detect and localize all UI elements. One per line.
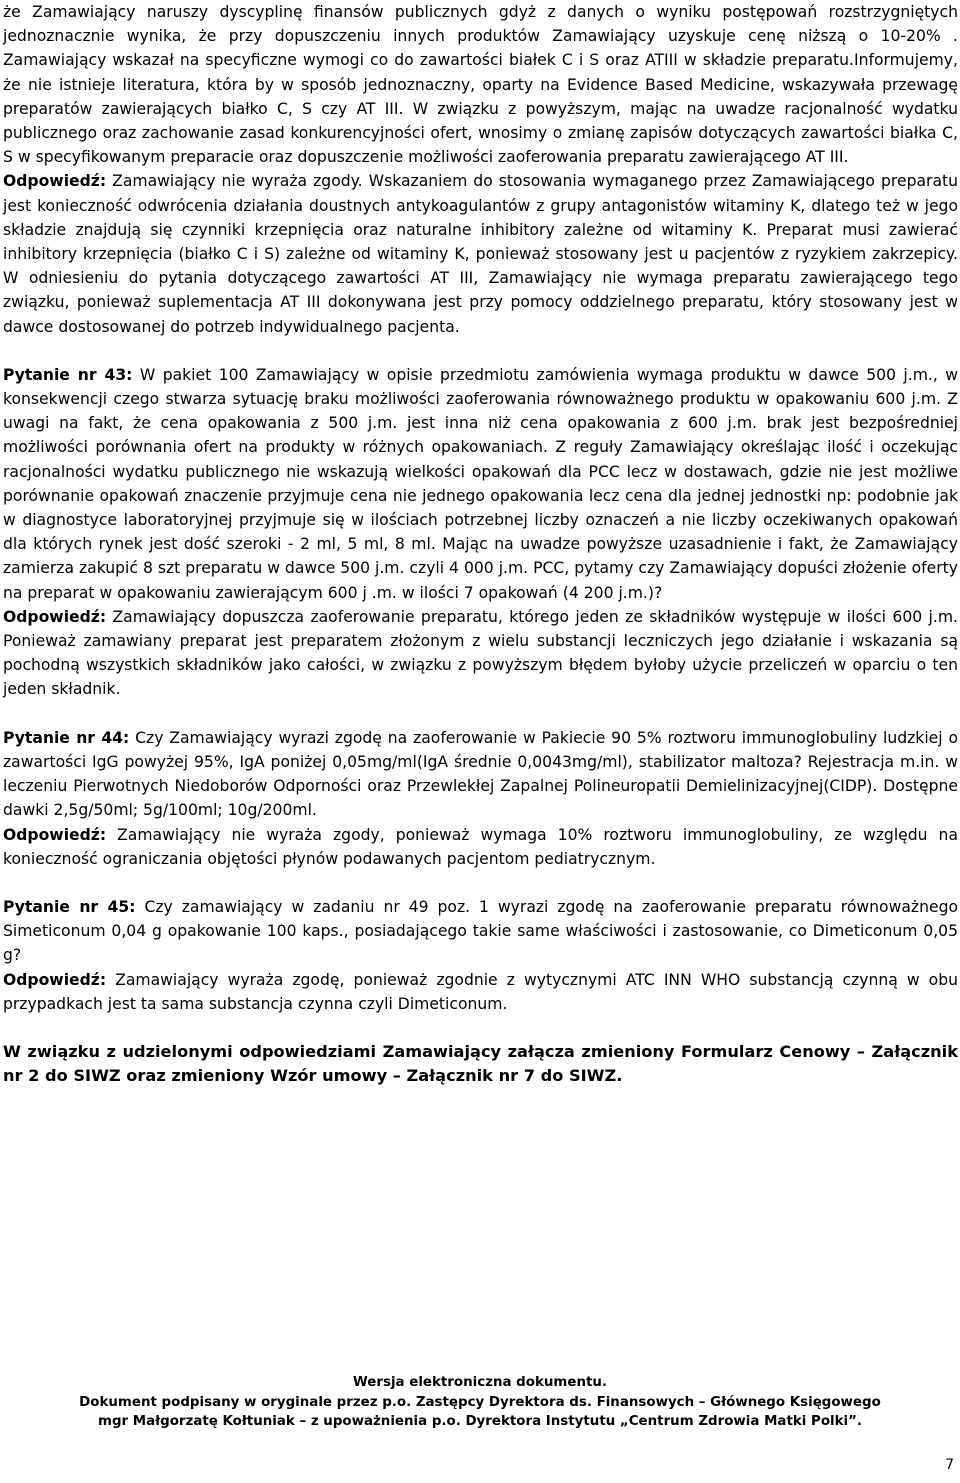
- answer-45-label: Odpowiedź:: [3, 970, 107, 989]
- question-44: [3, 726, 958, 871]
- intro-paragraph: [3, 0, 958, 339]
- question-45-label: Pytanie nr 45:: [3, 897, 136, 916]
- question-43-text: W pakiet 100 Zamawiający w opisie przedmiotu zamówienia wymaga produktu w dawce 500 j.m., w konsekwencji czego stwarza sytuację braku możliwości zaoferowania równoważnego produktu w opakowaniu 600 j.m. Z uwagi na fakt, że cena opakowania z 500 j.m. jest inna niż cena opakowania z 600 j.m. brak jest bezpośredniej możliwości porównania ofert na produkty w różnych opakowaniach. Z reguły Zamawiający określając ilość i oczekując racjonalności wydatku publicznego nie wskazują wielkości opakowań dla PCC lecz w dostawach, gdzie nie jest możliwe porównanie opakowań znaczenie przyjmuje cena nie jednego opakowania lecz cena dla jednej jednostki np: podobnie jak w diagnostyce laboratoryjnej przyjmuje się w ilościach potrzebnej liczby oznaczeń a nie liczby oczekiwanych opakowań dla których rynek jest dość szeroki - 2 ml, 5 ml, 8 ml. Mając na uwadze powyższe uzasadnienie i fakt, że Zamawiający zamierza zakupić 8 szt preparatu w dawce 500 j.m. czyli 4 000 j.m. PCC, pytamy czy Zamawiający dopuści złożenie oferty na preparat w opakowaniu zawierającym 600 j .m. w ilości 7 opakowań (4 200 j.m.)?: [3, 365, 958, 602]
- answer-43-label: Odpowiedź:: [3, 607, 107, 626]
- question-44-text: Czy Zamawiający wyrazi zgodę na zaoferowanie w Pakiecie 90 5% roztworu immunoglobuliny ludzkiej o zawartości IgG powyżej 95%, IgA poniżej 0,05mg/ml(IgA średnie 0,0043mg/ml), stabilizator maltoza? Rejestracja m.in. w leczeniu Pierwotnych Niedoborów Odporności oraz Przewlekłej Zapalnej Polineuropatii Demielinizacyjnej(CIDP). Dostępne dawki 2,5g/50ml; 5g/100ml; 10g/200ml.: [3, 728, 958, 820]
- document-body: [3, 0, 958, 1088]
- spacer: [3, 871, 958, 895]
- answer-43-text: Zamawiający dopuszcza zaoferowanie preparatu, którego jeden ze składników występuje w ilości 600 j.m. Ponieważ zamawiany preparat jest preparatem złożonym z wielu substancji leczniczych jego działanie i wskazania są pochodną wszystkich składników jako całości, w związku z powyższym błędem byłoby użycie przeliczeń w oparciu o ten jeden składnik.: [3, 607, 958, 699]
- spacer: [3, 1016, 958, 1040]
- spacer: [3, 702, 958, 726]
- question-45: [3, 895, 958, 1016]
- footer-line-signed-by: Dokument podpisany w oryginale przez p.o. Zastępcy Dyrektora ds. Finansowych – Głównego Księgowego: [79, 1394, 881, 1410]
- footer-line-electronic-version: Wersja elektroniczna dokumentu.: [353, 1375, 607, 1390]
- question-43: [3, 363, 958, 702]
- answer-44-label: Odpowiedź:: [3, 825, 107, 844]
- closing-statement: W związku z udzielonymi odpowiedziami Zamawiający załącza zmieniony Formularz Cenowy – Załącznik nr 2 do SIWZ oraz zmieniony Wzór umowy – Załącznik nr 7 do SIWZ.: [3, 1041, 958, 1085]
- footer-line-authorization: mgr Małgorzatę Kołtuniak – z upoważnienia p.o. Dyrektora Instytutu „Centrum Zdrowia Matki Polki”.: [98, 1414, 862, 1429]
- spacer: [3, 339, 958, 363]
- intro-answer-label: Odpowiedź:: [3, 172, 107, 191]
- intro-answer-text: Zamawiający nie wyraża zgody. Wskazaniem do stosowania wymaganego przez Zamawiającego preparatu jest konieczność odwrócenia działania doustnych antykoagulantów z grupy antagonistów witaminy K, dlatego też w jego składzie znajdują się czynniki krzepnięcia oraz naturalne inhibitory zależne od witaminy K. Preparat musi zawierać inhibitory krzepnięcia (białko C i S) zależne od witaminy K, ponieważ stosowany jest u pacjentów z ryzykiem zakrzepicy. W odniesieniu do pytania dotyczącego zawartości AT III, Zamawiający nie wymaga preparatu zawierającego tego związku, ponieważ suplementacja AT III dokonywana jest przy pomocy oddzielnego preparatu, który stosowany jest w dawce dostosowanej do potrzeb indywidualnego pacjenta.: [3, 172, 958, 336]
- answer-45-text: Zamawiający wyraża zgodę, ponieważ zgodnie z wytycznymi ATC INN WHO substancją czynną w obu przypadkach jest ta sama substancja czynna czyli Dimeticonum.: [3, 970, 958, 1013]
- page-number: 7: [945, 1457, 954, 1473]
- question-45-text: Czy zamawiający w zadaniu nr 49 poz. 1 wyrazi zgodę na zaoferowanie preparatu równoważnego Simeticonum 0,04 g opakowanie 100 kaps., posiadającego takie same właściwości i zastosowanie, co Dimeticonum 0,05 g?: [3, 897, 959, 965]
- intro-text-2: Informujemy, że nie istnieje literatura, która by w sposób jednoznaczny, oparty na Evidence Based Medicine, wskazywała przewagę preparatów zawierających białko C, S czy AT III. W związku z powyższym, mając na uwadze racjonalność wydatku publicznego oraz zachowanie zasad konkurencyjności ofert, wnosimy o zmianę zapisów dotyczących zawartości białka C, S w specyfikowanym preparacie oraz dopuszczenie możliwości zaoferowania preparatu zawierającego AT III.: [3, 51, 958, 167]
- answer-44-text: Zamawiający nie wyraża zgody, ponieważ wymaga 10% roztworu immunoglobuliny, ze względu na konieczność ograniczania objętości płynów podawanych pacjentom pediatrycznym.: [3, 825, 958, 868]
- intro-text-1: że Zamawiający naruszy dyscyplinę finansów publicznych gdyż z danych o wyniku postępowań rozstrzygniętych jednoznacznie wynika, że przy dopuszczeniu innych produktów Zamawiający uzyskuje cenę niższą o 10-20% . Zamawiający wskazał na specyficzne wymogi co do zawartości białek C i S oraz ATIII w składzie preparatu.: [3, 3, 958, 70]
- question-43-label: Pytanie nr 43:: [3, 365, 133, 384]
- question-44-label: Pytanie nr 44:: [3, 728, 130, 747]
- signature-footer: [0, 1373, 960, 1432]
